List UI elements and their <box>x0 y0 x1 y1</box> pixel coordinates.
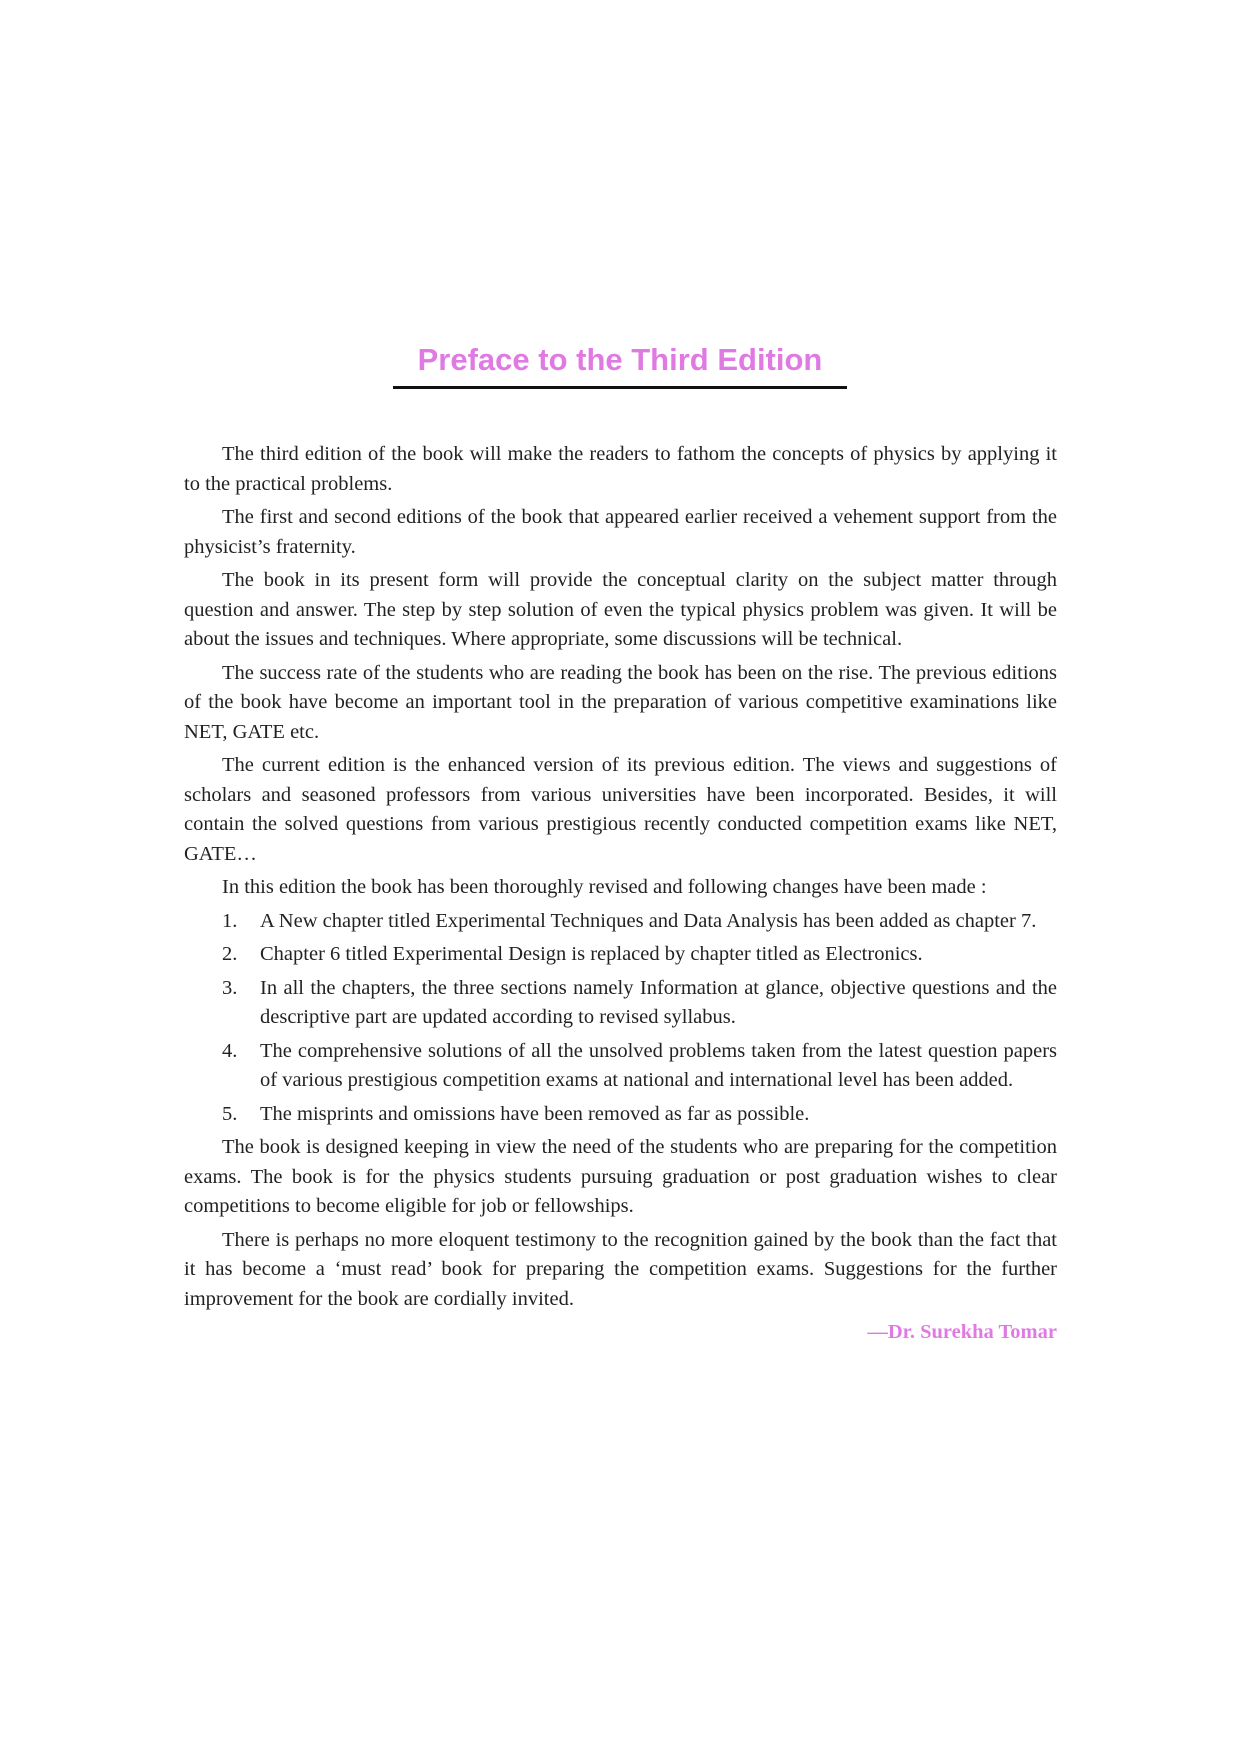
list-item-text: The comprehensive solutions of all the unsolved problems taken from the latest question papers of various prestigious competition exams at national and international level has been added. <box>260 1039 1057 1091</box>
list-item-text: The misprints and omissions have been removed as far as possible. <box>260 1102 810 1125</box>
paragraph: The first and second editions of the book that appeared earlier received a vehement support from the physicist’s fraternity. <box>184 506 1057 558</box>
list-item <box>184 940 1057 970</box>
changes-list <box>184 907 1057 1130</box>
paragraph: The current edition is the enhanced version of its previous edition. The views and suggestions of scholars and seasoned professors from various universities have been incorporated. Besides, it will contain the solved questions from various prestigious recently conducted competition exams like NET, GATE… <box>184 754 1057 865</box>
page-title-container <box>0 340 1240 380</box>
paragraph: There is perhaps no more eloquent testimony to the recognition gained by the book than the fact that it has become a ‘must read’ book for preparing the competition exams. Suggestions for the further improvement for the book are cordially invited. <box>184 1228 1057 1310</box>
list-item <box>184 1037 1057 1096</box>
list-item-number: 1. <box>222 909 238 932</box>
preface-body <box>184 440 1057 1348</box>
list-item-number: 3. <box>222 976 238 999</box>
paragraph: The success rate of the students who are reading the book has been on the rise. The previous editions of the book have become an important tool in the preparation of various competitive examinations like NET, GATE etc. <box>184 661 1057 743</box>
list-item-text: In all the chapters, the three sections namely Information at glance, objective questions and the descriptive part are updated according to revised syllabus. <box>260 976 1057 1028</box>
list-item <box>184 1100 1057 1130</box>
list-item-number: 4. <box>222 1039 238 1062</box>
paragraph: In this edition the book has been thoroughly revised and following changes have been made : <box>222 876 987 898</box>
list-item <box>184 907 1057 937</box>
list-item-number: 2. <box>222 943 238 965</box>
list-item-text: A New chapter titled Experimental Techniques and Data Analysis has been added as chapter 7. <box>260 909 1037 932</box>
list-item <box>184 974 1057 1033</box>
author-signature: —Dr. Surekha Tomar <box>867 1321 1057 1343</box>
list-item-text: Chapter 6 titled Experimental Design is replaced by chapter titled as Electronics. <box>260 943 923 965</box>
title-underline-rule <box>393 386 847 389</box>
paragraph: The book in its present form will provide the conceptual clarity on the subject matter through question and answer. The step by step solution of even the typical physics problem was given. It will be about the issues and techniques. Where appropriate, some discussions will be technical. <box>184 569 1057 650</box>
paragraph: The book is designed keeping in view the need of the students who are preparing for the competition exams. The book is for the physics students pursuing graduation or post graduation wishes to clear competitions to become eligible for job or fellowships. <box>184 1136 1057 1217</box>
page-title: Preface to the Third Edition <box>417 342 823 377</box>
list-item-number: 5. <box>222 1102 238 1125</box>
paragraph: The third edition of the book will make the readers to fathom the concepts of physics by applying it to the practical problems. <box>184 443 1057 495</box>
